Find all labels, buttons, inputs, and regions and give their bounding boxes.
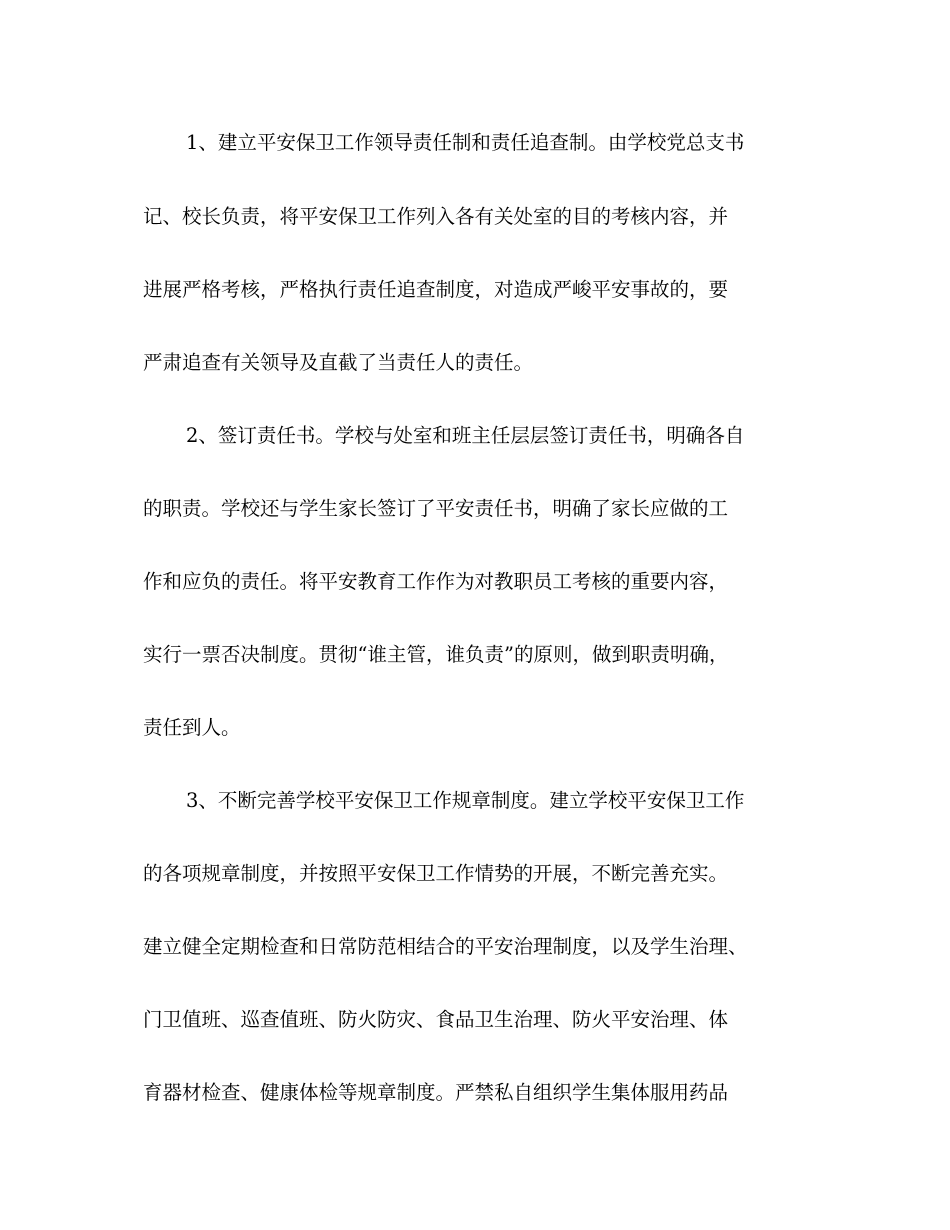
paragraph-3-line-4: 门卫值班、巡查值班、防火防灾、食品卫生治理、防火平安治理、体	[143, 1008, 729, 1031]
paragraph-1-line-1: 1、建立平安保卫工作领导责任制和责任追查制。由学校党总支书	[186, 131, 745, 154]
paragraph-2-line-1: 2、签订责任书。学校与处室和班主任层层签订责任书，明确各自	[186, 424, 745, 447]
paragraph-1-line-4: 严肃追查有关领导及直截了当责任人的责任。	[143, 351, 534, 374]
paragraph-3-line-3: 建立健全定期检查和日常防范相结合的平安治理制度，以及学生治理、	[143, 935, 748, 958]
paragraph-3-line-2: 的各项规章制度，并按照平安保卫工作情势的开展，不断完善充实。	[143, 862, 729, 885]
paragraph-3-line-5: 育器材检查、健康体检等规章制度。严禁私自组织学生集体服用药品	[143, 1081, 729, 1104]
paragraph-2-line-5: 责任到人。	[143, 716, 241, 739]
paragraph-1-line-2: 记、校长负责，将平安保卫工作列入各有关处室的目的考核内容，并	[143, 205, 729, 228]
paragraph-1-line-3: 进展严格考核，严格执行责任追查制度，对造成严峻平安事故的，要	[143, 278, 729, 301]
paragraph-2-line-4: 实行一票否决制度。贯彻“谁主管，谁负责”的原则，做到职责明确，	[143, 643, 729, 666]
paragraph-2-line-3: 作和应负的责任。将平安教育工作作为对教职员工考核的重要内容，	[143, 570, 729, 593]
paragraph-2-line-2: 的职责。学校还与学生家长签订了平安责任书，明确了家长应做的工	[143, 497, 729, 520]
paragraph-3-line-1: 3、不断完善学校平安保卫工作规章制度。建立学校平安保卫工作	[186, 789, 745, 812]
